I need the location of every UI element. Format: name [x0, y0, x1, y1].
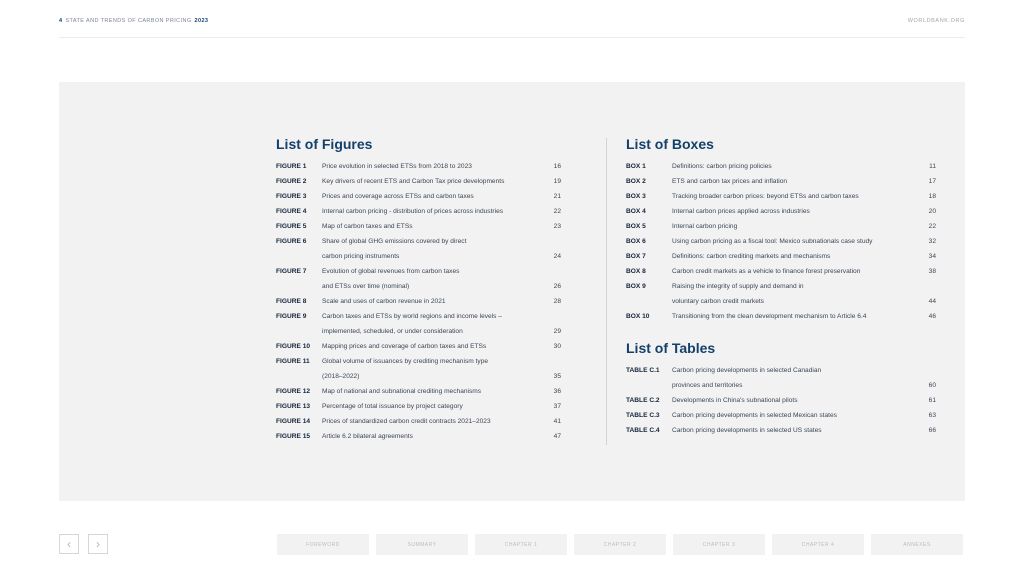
tab-chapter-2[interactable]: CHAPTER 2 [574, 534, 666, 555]
figure-page-value: 24 [553, 253, 561, 260]
figure-page-spacer [523, 237, 561, 252]
box-page-value: 44 [928, 298, 936, 305]
figure-label: FIGURE 8 [276, 298, 307, 305]
figure-page-number [523, 402, 583, 417]
box-entry[interactable] [626, 222, 936, 237]
box-title-line: Carbon credit markets as a vehicle to finance forest preservation [672, 268, 861, 275]
figure-title [322, 432, 523, 447]
box-label: BOX 5 [626, 223, 646, 230]
figure-page-spacer [523, 357, 561, 372]
figure-title [322, 342, 523, 357]
figures-list [276, 162, 583, 447]
figure-entry[interactable] [276, 402, 583, 417]
tables-heading: List of Tables [626, 340, 716, 356]
box-page-number [906, 312, 936, 327]
figure-title [322, 357, 523, 387]
table-label: TABLE C.3 [626, 412, 660, 419]
figure-page-number [523, 387, 583, 402]
box-page-value: 34 [928, 253, 936, 260]
figure-label: FIGURE 1 [276, 163, 307, 170]
figure-page-spacer [523, 312, 561, 327]
table-label: TABLE C.2 [626, 397, 660, 404]
figure-title-line: Evolution of global revenues from carbon taxes [322, 268, 460, 275]
figure-entry[interactable] [276, 342, 583, 357]
table-entry[interactable] [626, 426, 936, 441]
box-title [672, 237, 906, 252]
table-page-value: 63 [928, 412, 936, 419]
box-entry[interactable] [626, 192, 936, 207]
box-page-number [906, 177, 936, 192]
figure-page-number [523, 207, 583, 222]
figure-page-number [523, 417, 583, 432]
box-title-line: Definitions: carbon crediting markets and mechanisms [672, 253, 831, 260]
table-title [672, 411, 906, 426]
box-title-line: Transitioning from the clean development mechanism to Article 6.4 [672, 313, 867, 320]
box-label: BOX 8 [626, 268, 646, 275]
figure-entry[interactable] [276, 432, 583, 447]
table-title [672, 366, 906, 396]
figure-label: FIGURE 15 [276, 433, 311, 440]
box-entry[interactable] [626, 162, 936, 177]
figure-entry[interactable] [276, 222, 583, 237]
box-title-line: voluntary carbon credit markets [672, 298, 764, 305]
tab-summary[interactable]: SUMMARY [376, 534, 468, 555]
box-entry[interactable] [626, 282, 936, 312]
box-title [672, 222, 906, 237]
box-page-spacer [906, 282, 936, 297]
figure-title-line: Article 6.2 bilateral agreements [322, 433, 413, 440]
box-entry[interactable] [626, 177, 936, 192]
figure-title [322, 237, 523, 267]
figure-title [322, 297, 523, 312]
figure-title-line: Scale and uses of carbon revenue in 2021 [322, 298, 446, 305]
figure-title [322, 267, 523, 297]
figure-entry[interactable] [276, 312, 583, 342]
table-entry[interactable] [626, 396, 936, 411]
site-link[interactable]: WORLDBANK.ORG [907, 18, 965, 24]
tab-annexes[interactable]: ANNEXES [871, 534, 963, 555]
box-entry[interactable] [626, 267, 936, 282]
tab-chapter-4[interactable]: CHAPTER 4 [772, 534, 864, 555]
figure-title [322, 192, 523, 207]
box-title-line: ETS and carbon tax prices and inflation [672, 178, 788, 185]
figure-entry[interactable] [276, 267, 583, 297]
figure-page-number [523, 162, 583, 177]
box-title [672, 162, 906, 177]
figure-title-line: Key drivers of recent ETS and Carbon Tax price developments [322, 178, 505, 185]
figure-title [322, 177, 523, 192]
box-page-value: 22 [928, 223, 936, 230]
figure-page-value: 22 [553, 208, 561, 215]
figure-page-value: 29 [553, 328, 561, 335]
tab-chapter-3[interactable]: CHAPTER 3 [673, 534, 765, 555]
box-title [672, 207, 906, 222]
figure-page-number [523, 222, 583, 237]
boxes-list [626, 162, 936, 327]
figure-label: FIGURE 3 [276, 193, 307, 200]
figure-title-line: Internal carbon pricing - distribution of prices across industries [322, 208, 504, 215]
figure-title-line: (2018–2022) [322, 373, 360, 380]
figures-heading: List of Figures [276, 136, 373, 152]
figure-page-value: 36 [553, 388, 561, 395]
figure-page-number [523, 177, 583, 192]
figure-label: FIGURE 9 [276, 313, 307, 320]
figure-page-spacer [523, 267, 561, 282]
figure-label: FIGURE 7 [276, 268, 307, 275]
figure-entry[interactable] [276, 387, 583, 402]
table-page-value: 60 [928, 382, 936, 389]
figure-entry[interactable] [276, 177, 583, 192]
tab-foreword[interactable]: FOREWORD [277, 534, 369, 555]
box-title [672, 252, 906, 267]
table-title-line: Carbon pricing developments in selected Canadian [672, 367, 822, 374]
figure-title-line: Map of national and subnational crediting mechanisms [322, 388, 482, 395]
table-entry[interactable] [626, 411, 936, 426]
box-title [672, 267, 906, 282]
box-page-number [906, 237, 936, 252]
box-label: BOX 9 [626, 283, 646, 290]
box-entry[interactable] [626, 252, 936, 267]
table-page-value: 61 [928, 397, 936, 404]
figure-entry[interactable] [276, 417, 583, 432]
box-page-number [906, 192, 936, 207]
box-page-value: 20 [928, 208, 936, 215]
table-title-line: Carbon pricing developments in selected US states [672, 427, 822, 434]
table-page-value: 66 [928, 427, 936, 434]
figure-entry[interactable] [276, 237, 583, 267]
column-divider [606, 138, 607, 445]
figure-page-value: 26 [553, 283, 561, 290]
figure-entry[interactable] [276, 357, 583, 387]
figure-page-value: 16 [553, 163, 561, 170]
figure-title [322, 417, 523, 432]
box-page-number [906, 267, 936, 282]
boxes-heading: List of Boxes [626, 136, 714, 152]
figure-label: FIGURE 4 [276, 208, 307, 215]
figure-entry[interactable] [276, 297, 583, 312]
figure-label: FIGURE 5 [276, 223, 307, 230]
table-title [672, 426, 906, 441]
figure-title [322, 207, 523, 222]
figure-page-number [523, 267, 583, 297]
page-header [59, 18, 965, 38]
box-page-number [906, 207, 936, 222]
figure-page-number [523, 192, 583, 207]
figure-label: FIGURE 12 [276, 388, 311, 395]
figure-title-line: Map of carbon taxes and ETSs [322, 223, 413, 230]
box-label: BOX 10 [626, 313, 650, 320]
figure-page-number [523, 312, 583, 342]
previous-page-button[interactable] [59, 534, 79, 554]
box-title [672, 177, 906, 192]
figure-page-number [523, 357, 583, 387]
box-entry[interactable] [626, 207, 936, 222]
chevron-right-icon: › [96, 537, 100, 551]
next-page-button[interactable] [88, 534, 108, 554]
box-title [672, 282, 906, 312]
figure-title [322, 402, 523, 417]
page-number: 4 [59, 18, 63, 24]
box-page-number [906, 222, 936, 237]
box-label: BOX 2 [626, 178, 646, 185]
figure-title [322, 387, 523, 402]
boxes-tables-column [626, 136, 936, 441]
figure-title-line: and ETSs over time (nominal) [322, 283, 410, 290]
figure-label: FIGURE 2 [276, 178, 307, 185]
tables-list [626, 366, 936, 441]
box-title-line: Definitions: carbon pricing policies [672, 163, 772, 170]
figure-title-line: implemented, scheduled, or under consideration [322, 328, 463, 335]
box-entry[interactable] [626, 237, 936, 252]
box-title-line: Internal carbon prices applied across industries [672, 208, 810, 215]
report-year: 2023 [194, 18, 209, 24]
figure-title [322, 162, 523, 177]
figure-page-value: 37 [553, 403, 561, 410]
figure-page-value: 21 [553, 193, 561, 200]
figure-page-value: 41 [553, 418, 561, 425]
table-entry[interactable] [626, 366, 936, 396]
figure-title-line: Share of global GHG emissions covered by direct [322, 238, 467, 245]
figure-entry[interactable] [276, 207, 583, 222]
figure-page-value: 30 [553, 343, 561, 350]
box-label: BOX 7 [626, 253, 646, 260]
figure-title-line: Percentage of total issuance by project category [322, 403, 463, 410]
table-page-spacer [906, 366, 936, 381]
table-label: TABLE C.1 [626, 367, 660, 374]
box-page-number [906, 162, 936, 177]
figure-title [322, 312, 523, 342]
table-title [672, 396, 906, 411]
figure-title-line: Carbon taxes and ETSs by world regions and income levels – [322, 313, 502, 320]
box-page-value: 18 [928, 193, 936, 200]
table-title-line: Developments in China's subnational pilots [672, 397, 798, 404]
box-title-line: Raising the integrity of supply and demand in [672, 283, 804, 290]
figure-title-line: Global volume of issuances by crediting mechanism type [322, 358, 489, 365]
figures-column [276, 136, 583, 447]
figure-label: FIGURE 14 [276, 418, 311, 425]
box-title-line: Tracking broader carbon prices: beyond ETSs and carbon taxes [672, 193, 859, 200]
figure-page-value: 23 [553, 223, 561, 230]
figure-title-line: carbon pricing instruments [322, 253, 400, 260]
figure-page-number [523, 297, 583, 312]
figure-entry[interactable] [276, 162, 583, 177]
box-label: BOX 3 [626, 193, 646, 200]
table-title-line: Carbon pricing developments in selected Mexican states [672, 412, 837, 419]
table-label: TABLE C.4 [626, 427, 660, 434]
section-tabs [277, 534, 963, 555]
figure-title [322, 222, 523, 237]
figure-label: FIGURE 10 [276, 343, 311, 350]
figure-title-line: Price evolution in selected ETSs from 2018 to 2023 [322, 163, 472, 170]
box-label: BOX 6 [626, 238, 646, 245]
box-title [672, 312, 906, 327]
figure-page-number [523, 432, 583, 447]
figure-page-number [523, 342, 583, 357]
box-title-line: Using carbon pricing as a fiscal tool: Mexico subnationals case study [672, 238, 873, 245]
figure-entry[interactable] [276, 192, 583, 207]
bottom-navigation [0, 534, 1024, 556]
box-page-value: 17 [928, 178, 936, 185]
box-page-value: 38 [928, 268, 936, 275]
box-title [672, 192, 906, 207]
box-label: BOX 4 [626, 208, 646, 215]
contents-panel [59, 82, 965, 501]
table-page-number [906, 366, 936, 396]
box-label: BOX 1 [626, 163, 646, 170]
table-page-number [906, 411, 936, 426]
figure-page-value: 19 [553, 178, 561, 185]
chevron-left-icon: ‹ [67, 537, 71, 551]
running-title: STATE AND TRENDS OF CARBON PRICING [65, 18, 192, 24]
running-head [59, 18, 208, 24]
box-page-value: 32 [928, 238, 936, 245]
box-entry[interactable] [626, 312, 936, 327]
figure-title-line: Prices of standardized carbon credit contracts 2021–2023 [322, 418, 491, 425]
figure-page-value: 28 [553, 298, 561, 305]
table-page-number [906, 396, 936, 411]
figure-label: FIGURE 11 [276, 358, 310, 365]
box-page-number [906, 282, 936, 312]
table-page-number [906, 426, 936, 441]
figure-label: FIGURE 6 [276, 238, 307, 245]
figure-page-number [523, 237, 583, 267]
figure-page-value: 47 [553, 433, 561, 440]
table-title-line: provinces and territories [672, 382, 743, 389]
figure-label: FIGURE 13 [276, 403, 311, 410]
box-page-value: 11 [929, 163, 936, 170]
box-title-line: Internal carbon pricing [672, 223, 738, 230]
tab-chapter-1[interactable]: CHAPTER 1 [475, 534, 567, 555]
figure-page-value: 35 [553, 373, 561, 380]
box-page-number [906, 252, 936, 267]
figure-title-line: Mapping prices and coverage of carbon taxes and ETSs [322, 343, 487, 350]
box-page-value: 46 [928, 313, 936, 320]
figure-title-line: Prices and coverage across ETSs and carbon taxes [322, 193, 474, 200]
